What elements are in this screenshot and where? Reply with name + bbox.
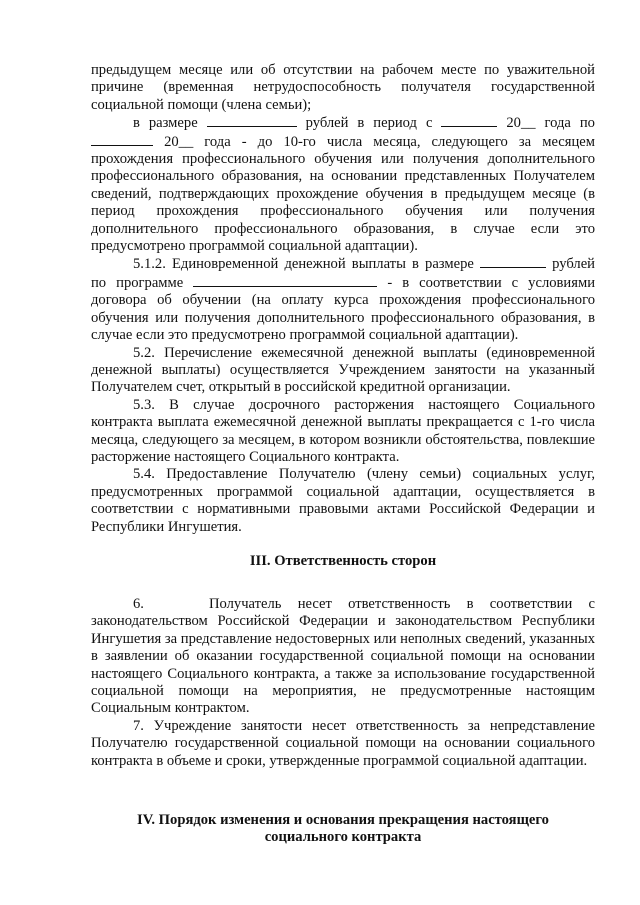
blank-amount-field[interactable]	[207, 114, 297, 127]
paragraph-5-3: 5.3. В случае досрочного расторжения настоящего Социального контракта выплата ежемесячной денежной выплаты прекращается с 1-го числа месяца, следующего за месяцем, в котором возникли обстоятельства, повлекшие расторжение настоящего Социального контракта.	[91, 396, 595, 465]
text-block-section-5	[91, 62, 595, 536]
text-block-section-3	[91, 596, 599, 770]
blank-date-to-field[interactable]	[91, 133, 153, 146]
paragraph-7: 7. Учреждение занятости несет ответственность за непредставление Получателю государственной социальной помощи на основании социального контракта в объеме и сроки, утвержденные программой социальной адаптации.	[91, 717, 595, 769]
paragraph-5-1-2: 5.1.2. Единовременной денежной выплаты в размере рублей по программе - в соответствии с условиями договора об обучении (на оплату курса прохождения профессионального обучения или получения дополнительного профессионального образования, в случае если это предусмотрено программой социальной адаптации).	[91, 256, 595, 344]
blank-lump-sum-field[interactable]	[480, 255, 546, 268]
section-heading-3: III. Ответственность сторон	[249, 553, 437, 569]
section-heading-4-line1: IV. Порядок изменения и основания прекращения настоящего	[137, 812, 549, 828]
paragraph-continuation: предыдущем месяце или об отсутствии на рабочем месте по уважительной причине (временная нетрудоспособность получателя государственной социальной помощи (члена семьи);	[91, 62, 595, 113]
blank-date-from-field[interactable]	[441, 114, 497, 127]
section-heading-4-line2: социального контракта	[264, 829, 422, 846]
paragraph-5-2: 5.2. Перечисление ежемесячной денежной выплаты (единовременной денежной выплаты) осуществляется Учреждением занятости на указанный Получателем счет, открытый в российской кредитной организации.	[91, 344, 595, 396]
section-heading-4	[91, 812, 595, 847]
blank-program-field[interactable]	[193, 274, 377, 287]
paragraph-5-4: 5.4. Предоставление Получателю (члену семьи) социальных услуг, предусмотренных программой социальной адаптации, осуществляется в соответствии с нормативными правовыми актами Российской Федерации и Республики Ингушетия.	[91, 466, 595, 535]
paragraph-6: 6. Получатель несет ответственность в соответствии с законодательством Российской Федерации и законодательством Республики Ингушетия за представление недостоверных или неполных сведений, указанных в заявлении об оказании государственной социальной помощи на основании настоящего Социального контракта, а также за использование государственной социальной помощи на мероприятия, не предусмотренные настоящим Социальным контрактом.	[91, 596, 599, 717]
paragraph-payment-amount: в размере рублей в период с 20__ года по 20__ года - до 10-го числа месяца, следующего за месяцем прохождения профессионального обучения или получения дополнительного профессионального образования, на основании представленных Получателем сведений, подтверждающих прохождение обучения в предыдущем месяце (в период прохождения профессионального обучения или получения дополнительного профессионального образования, в случае если это предусмотрено программой социальной адаптации).	[91, 115, 595, 255]
